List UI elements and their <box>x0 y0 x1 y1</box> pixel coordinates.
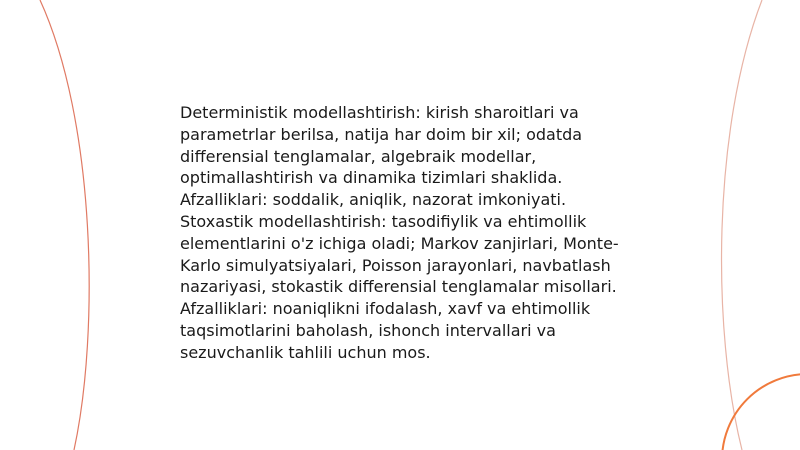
slide-body-text: Deterministik modellashtirish: kirish sharoitlari va parametrlar berilsa, natija har doim bir xil; odatda differensial tenglamalar, algebraik modellar, optimallashtirish va dinamika tizimlari shaklida. Afzalliklari: soddalik, aniqlik, nazorat imkoniyati. Stoxastik modellashtirish: tasodifiylik va ehtimollik elementlarini o'z ichiga oladi; Markov zanjirlari, Monte-Karlo simulyatsiyalari, Poisson jarayonlari, navbatlash nazariyasi, stokastik differensial tenglamalar misollari. Afzalliklari: noaniqlikni ifodalash, xavf va ehtimollik taqsimotlarini baholash, ishonch intervallari va sezuvchanlik tahlili uchun mos. <box>180 103 619 362</box>
left-arc <box>40 0 89 450</box>
right-arc <box>722 0 762 450</box>
